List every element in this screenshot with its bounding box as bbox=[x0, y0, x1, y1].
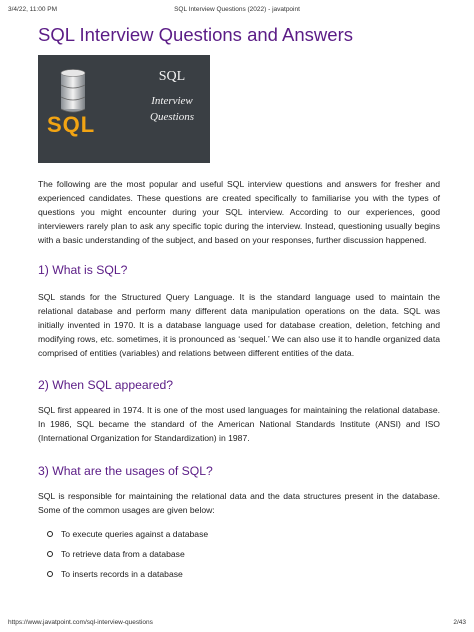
section-heading: 2) When SQL appeared? bbox=[38, 378, 174, 392]
list-item-text: To inserts records in a database bbox=[61, 569, 183, 579]
print-header bbox=[8, 6, 466, 13]
list-item bbox=[47, 544, 440, 564]
page-title: SQL Interview Questions and Answers bbox=[38, 24, 353, 45]
list-item bbox=[47, 524, 440, 544]
print-footer bbox=[8, 619, 466, 626]
database-icon bbox=[60, 69, 86, 113]
section-heading: 1) What is SQL? bbox=[38, 263, 128, 277]
list-item-text: To execute queries against a database bbox=[61, 529, 209, 539]
article bbox=[38, 24, 440, 584]
banner-line-1: Interview bbox=[151, 95, 193, 107]
list-item bbox=[47, 564, 440, 584]
sql-logo: SQL bbox=[47, 112, 96, 137]
bullet-icon bbox=[47, 551, 53, 557]
section-body: SQL is responsible for maintaining the relational data and the data structures present in the database. Some of the common usages are given below: bbox=[38, 491, 440, 515]
usage-list bbox=[38, 524, 440, 584]
bullet-icon bbox=[47, 571, 53, 577]
page-number: 2/43 bbox=[453, 619, 466, 626]
sql-banner-image bbox=[38, 55, 210, 163]
section-body: SQL first appeared in 1974. It is one of the most used languages for maintaining the relational database. In 1986, SQL became the standard of the American National Standards Institute (ANSI) and ISO (International Organization for Standardization) in 1987. bbox=[38, 405, 440, 443]
banner-caption bbox=[136, 69, 208, 125]
intro-paragraph: The following are the most popular and useful SQL interview questions and answers for fresher and experienced candidates. These questions are created specifically to familiarise you with the types of questions you might encounter during your SQL interview. According to our experiences, good interviewers rarely plan to ask any specific topic during the interview. Instead, questioning usually begins with a basic understanding of the subject, and based on your responses, further discussion happened. bbox=[38, 179, 440, 245]
bullet-icon bbox=[47, 531, 53, 537]
section-body: SQL stands for the Structured Query Language. It is the standard language used to maintain the relational database and perform many different data manipulation operations on the data. SQL was initially invented in 1970. It is a database language used for database creation, deletion, fetching and modifying rows, etc. sometimes, it is pronounced as ‘sequel.’ We can also use it to handle organized data comprised of entities (variables) and relations between different entities of the data. bbox=[38, 292, 440, 358]
banner-line-2: Questions bbox=[150, 111, 194, 123]
print-datetime: 3/4/22, 11:00 PM bbox=[8, 6, 58, 13]
section-heading: 3) What are the usages of SQL? bbox=[38, 464, 213, 478]
print-page-title: SQL Interview Questions (2022) - javatpoint bbox=[174, 6, 300, 13]
print-url: https://www.javatpoint.com/sql-interview-questions bbox=[8, 619, 153, 626]
banner-heading: SQL bbox=[158, 69, 186, 84]
list-item-text: To retrieve data from a database bbox=[61, 549, 185, 559]
